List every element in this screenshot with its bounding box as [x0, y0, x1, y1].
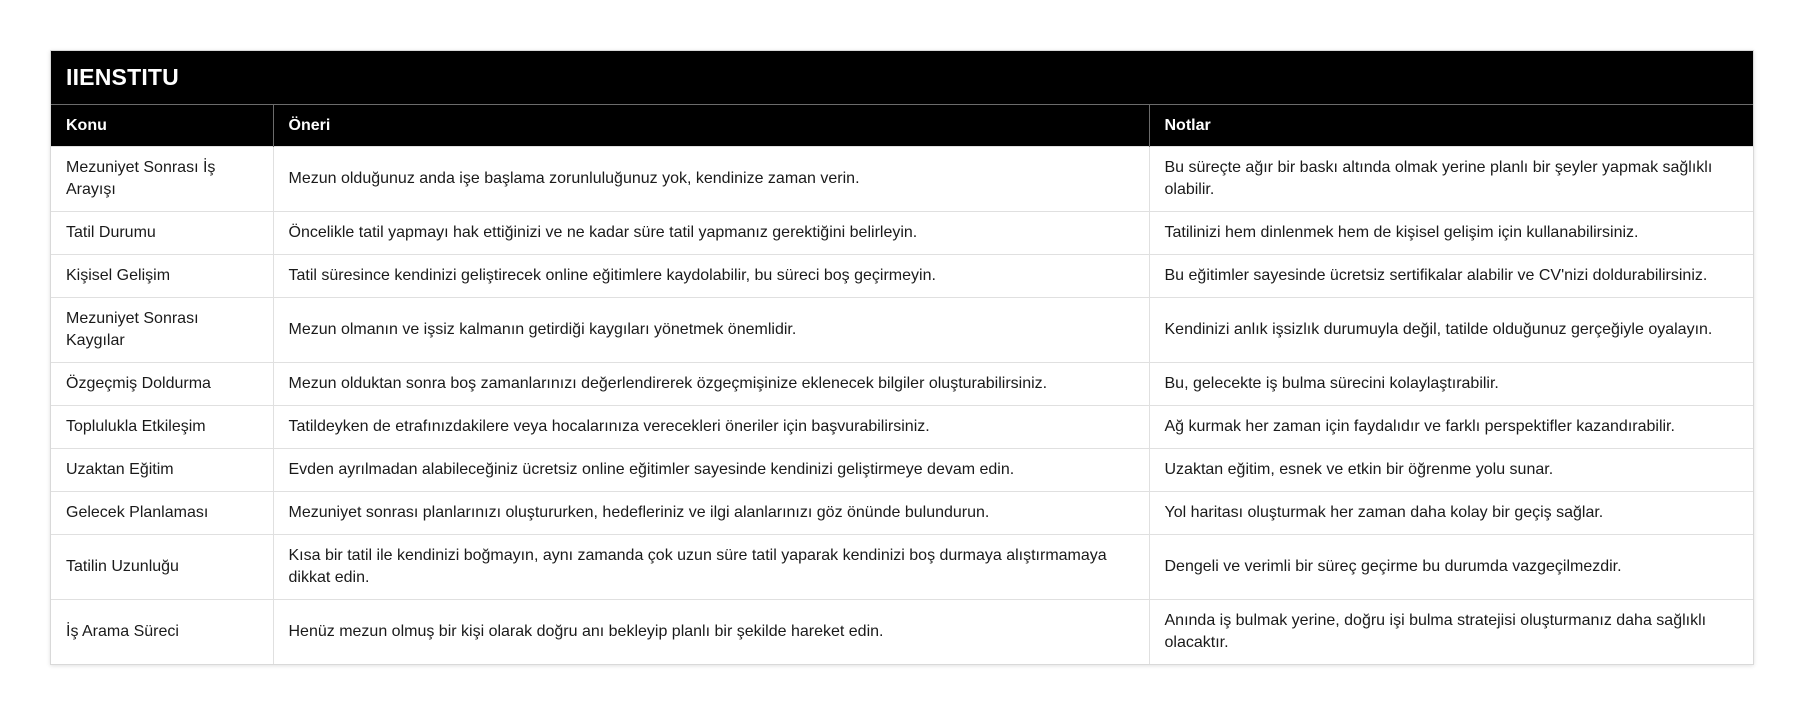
cell-oneri: Tatil süresince kendinizi geliştirecek online eğitimlere kaydolabilir, bu süreci boş geçirmeyin.: [273, 255, 1149, 298]
cell-notlar: Dengeli ve verimli bir süreç geçirme bu durumda vazgeçilmezdir.: [1149, 535, 1753, 600]
info-table-card: [50, 50, 1754, 665]
cell-notlar: Bu eğitimler sayesinde ücretsiz sertifikalar alabilir ve CV'nizi doldurabilirsiniz.: [1149, 255, 1753, 298]
cell-notlar: Kendinizi anlık işsizlık durumuyla değil, tatilde olduğunuz gerçeğiyle oyalayın.: [1149, 298, 1753, 363]
cell-konu: Tatilin Uzunluğu: [51, 535, 273, 600]
cell-notlar: Bu süreçte ağır bir baskı altında olmak yerine planlı bir şeyler yapmak sağlıklı olabilir.: [1149, 147, 1753, 212]
cell-konu: Kişisel Gelişim: [51, 255, 273, 298]
cell-konu: Tatil Durumu: [51, 212, 273, 255]
cell-oneri: Mezun olduktan sonra boş zamanlarınızı değerlendirerek özgeçmişinize eklenecek bilgiler oluşturabilirsiniz.: [273, 363, 1149, 406]
table-row: [51, 147, 1753, 212]
header-row: [51, 105, 1753, 147]
column-header-notlar: Notlar: [1149, 105, 1753, 147]
table-row: [51, 298, 1753, 363]
table-row: [51, 212, 1753, 255]
cell-notlar: Uzaktan eğitim, esnek ve etkin bir öğrenme yolu sunar.: [1149, 449, 1753, 492]
table-title: IIENSTITU: [51, 51, 1753, 104]
column-header-oneri: Öneri: [273, 105, 1149, 147]
cell-konu: Özgeçmiş Doldurma: [51, 363, 273, 406]
cell-notlar: Bu, gelecekte iş bulma sürecini kolaylaştırabilir.: [1149, 363, 1753, 406]
cell-oneri: Tatildeyken de etrafınızdakilere veya hocalarınıza verecekleri öneriler için başvurabilirsiniz.: [273, 406, 1149, 449]
cell-konu: Toplulukla Etkileşim: [51, 406, 273, 449]
cell-notlar: Yol haritası oluşturmak her zaman daha kolay bir geçiş sağlar.: [1149, 492, 1753, 535]
info-table: [51, 104, 1753, 664]
cell-notlar: Ağ kurmak her zaman için faydalıdır ve farklı perspektifler kazandırabilir.: [1149, 406, 1753, 449]
column-header-konu: Konu: [51, 105, 273, 147]
cell-konu: Uzaktan Eğitim: [51, 449, 273, 492]
table-row: [51, 449, 1753, 492]
table-row: [51, 492, 1753, 535]
cell-oneri: Mezun olduğunuz anda işe başlama zorunluluğunuz yok, kendinize zaman verin.: [273, 147, 1149, 212]
cell-oneri: Mezuniyet sonrası planlarınızı oluştururken, hedefleriniz ve ilgi alanlarınızı göz önünde bulundurun.: [273, 492, 1149, 535]
table-row: [51, 600, 1753, 665]
cell-oneri: Öncelikle tatil yapmayı hak ettiğinizi ve ne kadar süre tatil yapmanız gerektiğini belirleyin.: [273, 212, 1149, 255]
table-row: [51, 535, 1753, 600]
cell-oneri: Kısa bir tatil ile kendinizi boğmayın, aynı zamanda çok uzun süre tatil yaparak kendinizi boş durmaya alıştırmamaya dikkat edin.: [273, 535, 1149, 600]
cell-oneri: Mezun olmanın ve işsiz kalmanın getirdiği kaygıları yönetmek önemlidir.: [273, 298, 1149, 363]
cell-oneri: Henüz mezun olmuş bir kişi olarak doğru anı bekleyip planlı bir şekilde hareket edin.: [273, 600, 1149, 665]
cell-notlar: Tatilinizi hem dinlenmek hem de kişisel gelişim için kullanabilirsiniz.: [1149, 212, 1753, 255]
cell-konu: Gelecek Planlaması: [51, 492, 273, 535]
table-row: [51, 406, 1753, 449]
table-row: [51, 255, 1753, 298]
cell-konu: Mezuniyet Sonrası İş Arayışı: [51, 147, 273, 212]
cell-notlar: Anında iş bulmak yerine, doğru işi bulma stratejisi oluşturmanız daha sağlıklı olacaktır.: [1149, 600, 1753, 665]
cell-konu: Mezuniyet Sonrası Kaygılar: [51, 298, 273, 363]
table-row: [51, 363, 1753, 406]
cell-konu: İş Arama Süreci: [51, 600, 273, 665]
cell-oneri: Evden ayrılmadan alabileceğiniz ücretsiz online eğitimler sayesinde kendinizi geliştirmeye devam edin.: [273, 449, 1149, 492]
